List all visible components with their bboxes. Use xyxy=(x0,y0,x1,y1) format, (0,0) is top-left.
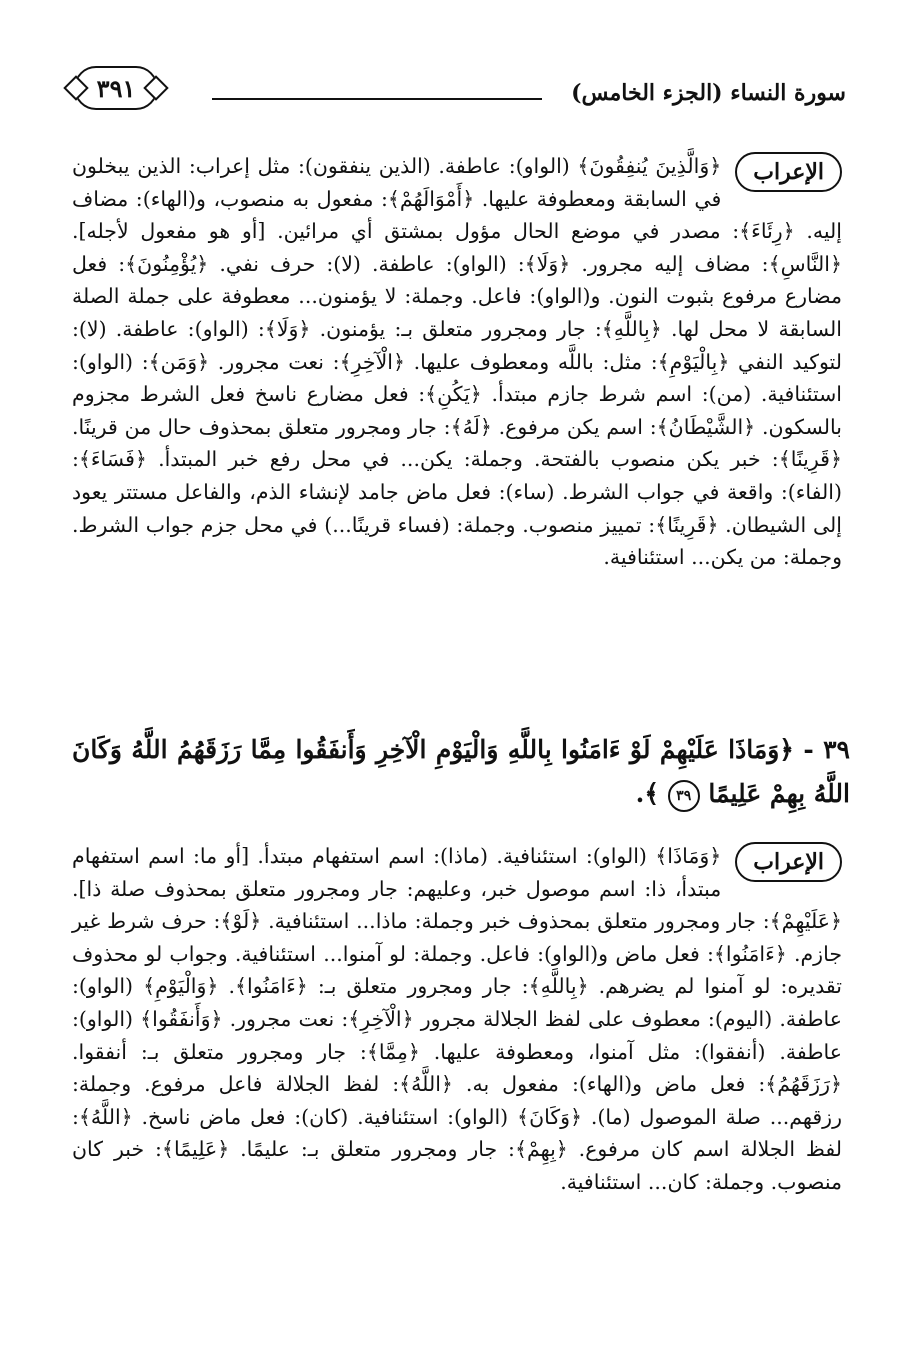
verse-closing: ﴾. xyxy=(635,779,659,808)
surah-title: سورة النساء (الجزء الخامس) xyxy=(571,80,846,106)
page-header xyxy=(62,62,846,122)
header-rule xyxy=(212,98,542,100)
quran-verse xyxy=(72,728,850,816)
irab-text: ﴿وَالَّذِينَ يُنفِقُونَ﴾ (الواو): عاطفة. (الذين ينفقون): مثل إعراب: الذين يبخلون في السابقة ومعطوفة عليها. ﴿أَمْوَالَهُمْ﴾: مفعول به منصوب، و(الهاء): مضاف إليه. ﴿رِئَاءَ﴾: مصدر في موضع الحال مؤول بمشتق أي مرائين. [أو هو مفعول لأجله]. ﴿النَّاسِ﴾: مضاف إليه مجرور. ﴿وَلَا﴾: (الواو): عاطفة. (لا): حرف نفي. ﴿يُؤْمِنُونَ﴾: فعل مضارع مرفوع بثبوت النون. و(الواو): فاعل. وجملة: لا يؤمنون... معطوفة على جملة الصلة السابقة لا محل لها. ﴿بِاللَّهِ﴾: جار ومجرور متعلق بـ: يؤمنون. ﴿وَلَا﴾: (الواو): عاطفة. (لا): لتوكيد النفي ﴿بِالْيَوْمِ﴾: مثل: باللَّه ومعطوف عليها. ﴿الْآخِرِ﴾: نعت مجرور. ﴿وَمَن﴾: (الواو): استئنافية. (من): اسم شرط جازم مبتدأ. ﴿يَكُنِ﴾: فعل مضارع ناسخ فعل الشرط مجزوم بالسكون. ﴿الشَّيْطَانُ﴾: اسم يكن مرفوع. ﴿لَهُ﴾: جار ومجرور متعلق بمحذوف حال من قرينًا. ﴿قَرِينًا﴾: خبر يكن منصوب بالفتحة. وجملة: يكن... في محل رفع خبر المبتدأ. ﴿فَسَاءَ﴾: (الفاء): واقعة في جواب الشرط. (ساء): فعل ماض جامد لإنشاء الذم، والفاعل مستتر يعود إلى الشيطان. ﴿قَرِينًا﴾: تمييز منصوب. وجملة: (فساء قرينًا...) في محل جزم جواب الشرط. وجملة: من يكن... استئنافية. xyxy=(72,154,842,570)
irab-text: ﴿وَمَاذَا﴾ (الواو): استئنافية. (ماذا): اسم استفهام مبتدأ. [أو ما: اسم استفهام مبتدأ، ذا: اسم موصول خبر، وعليهم: جار ومجرور متعلق بمحذوف صلة ذا]. ﴿عَلَيْهِمْ﴾: جار ومجرور متعلق بمحذوف خبر وجملة: ماذا... استئنافية. ﴿لَوْ﴾: حرف شرط غير جازم. ﴿ءَامَنُوا﴾: فعل ماض و(الواو): فاعل. وجملة: لو آمنوا... استئنافية. وجواب لو محذوف تقديره: لو آمنوا لم يضرهم. ﴿بِاللَّهِ﴾: جار ومجرور متعلق بـ: ﴿ءَامَنُوا﴾. ﴿وَالْيَوْمِ﴾ (الواو): عاطفة. (اليوم): معطوف على لفظ الجلالة مجرور ﴿الْآخِرِ﴾: نعت مجرور. ﴿وَأَنفَقُوا﴾ (الواو): عاطفة. (أنفقوا): مثل آمنوا، ومعطوفة عليها. ﴿مِمَّا﴾: جار ومجرور متعلق بـ: أنفقوا. ﴿رَزَقَهُمُ﴾: فعل ماض و(الهاء): مفعول به. ﴿اللَّهُ﴾: لفظ الجلالة فاعل مرفوع. وجملة: رزقهم... صلة الموصول (ما). ﴿وَكَانَ﴾ (الواو): استئنافية. (كان): فعل ماض ناسخ. ﴿اللَّهُ﴾: لفظ الجلالة اسم كان مرفوع. ﴿بِهِمْ﴾: جار ومجرور متعلق بـ: عليمًا. ﴿عَلِيمًا﴾: خبر كان منصوب. وجملة: كان... استئنافية. xyxy=(72,844,842,1194)
verse-number: ٣٩ - xyxy=(803,735,850,764)
irab-section-2 xyxy=(72,840,842,1199)
ayah-end-marker: ٣٩ xyxy=(668,780,700,812)
page-number: ٣٩١ xyxy=(74,66,158,110)
verse-text: ﴿وَمَاذَا عَلَيْهِمْ لَوْ ءَامَنُوا بِاللَّهِ وَالْيَوْمِ الْآخِرِ وَأَنفَقُوا مِمَّا رَزَقَهُمُ اللَّهُ وَكَانَ اللَّهُ بِهِمْ عَلِيمًا xyxy=(72,735,850,808)
irab-badge: الإعراب xyxy=(735,152,842,192)
irab-badge: الإعراب xyxy=(735,842,842,882)
irab-section-1 xyxy=(72,150,842,574)
